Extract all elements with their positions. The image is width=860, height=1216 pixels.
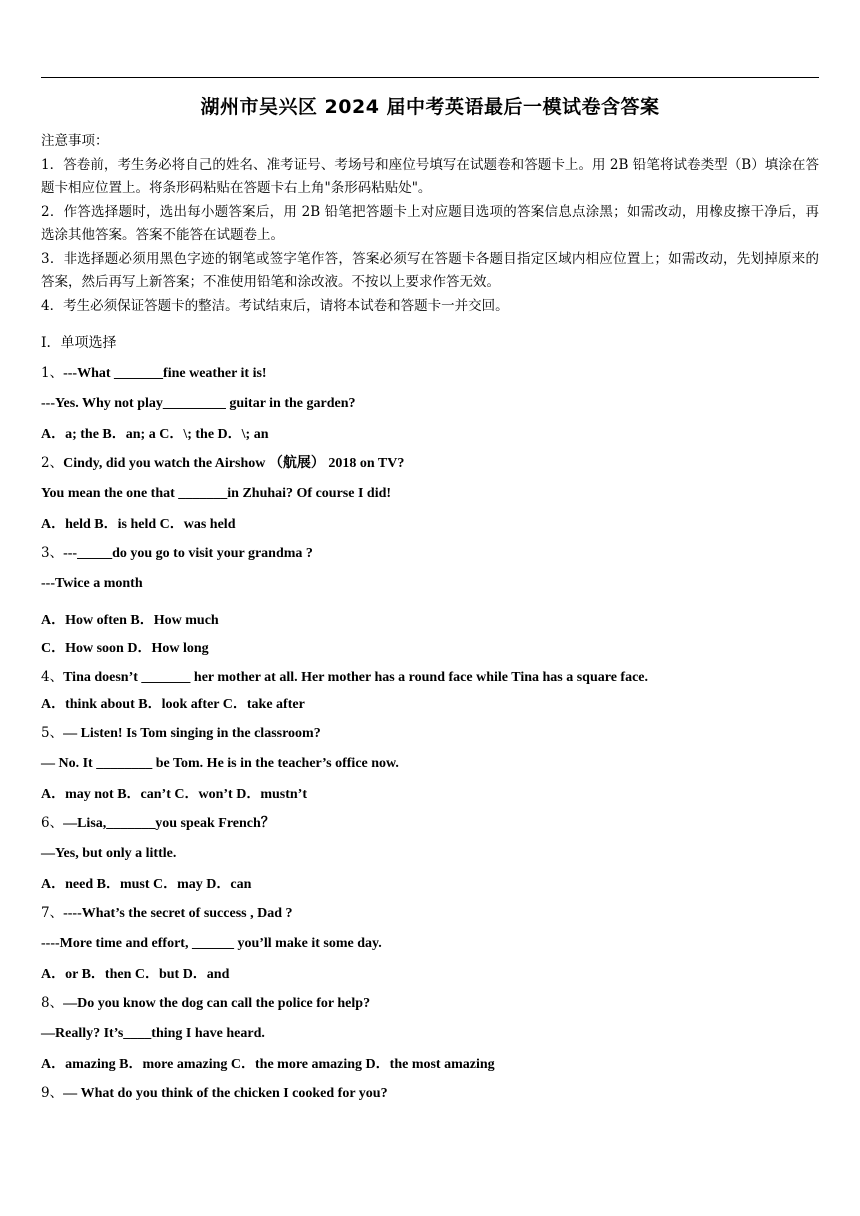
- question-line: [41, 935, 382, 952]
- question-text: ---Yes. Why not play_________ guitar in the garden?: [41, 396, 356, 411]
- question-text: ---Twice a month: [41, 576, 143, 591]
- question-text: —Lisa,_______you speak French？: [63, 816, 275, 831]
- question-line: [41, 541, 313, 562]
- question-number: 9、: [41, 1085, 64, 1101]
- question-text: — Listen! Is Tom singing in the classroom?: [63, 726, 321, 741]
- notice-item: 1．答卷前，考生务必将自己的姓名、准考证号、考场号和座位号填写在试题卷和答题卡上。用 2B 铅笔将试卷类型（B）填涂在答题卡相应位置上。将条形码粘贴在答题卡右上角"条形码粘贴处"。: [41, 156, 819, 196]
- question-line: [41, 693, 305, 713]
- question-line: [41, 845, 176, 862]
- question-text: ---_____do you go to visit your grandma ?: [63, 546, 313, 561]
- question-text: A．a; the B．an; a C．\; the D．\; an: [41, 427, 269, 442]
- question-text: —Yes, but only a little.: [41, 846, 177, 861]
- section-heading: Ⅰ．单项选择: [41, 335, 117, 351]
- question-number: 5、: [41, 725, 64, 741]
- question-line: [41, 783, 307, 803]
- question-line: [41, 1053, 495, 1073]
- question-number: 6、: [41, 815, 64, 831]
- question-line: [41, 485, 391, 502]
- question-text: A．held B．is held C．was held: [41, 517, 236, 532]
- question-line: [41, 609, 219, 629]
- question-line: [41, 361, 267, 382]
- question-line: [41, 901, 293, 922]
- question-text: C．How soon D．How long: [41, 641, 209, 656]
- notice-item: 2．作答选择题时，选出每小题答案后，用 2B 铅笔把答题卡上对应题目选项的答案信息点涂黑；如需改动，用橡皮擦干净后，再选涂其他答案。答案不能答在试题卷上。: [41, 203, 819, 243]
- question-number: 4、: [41, 669, 64, 685]
- question-number: 3、: [41, 545, 64, 561]
- question-line: [41, 811, 275, 832]
- question-text: A．amazing B．more amazing C．the more amazing D．the most amazing: [41, 1057, 495, 1072]
- question-text: A．may not B．can’t C．won’t D．mustn’t: [41, 787, 307, 802]
- header-rule: [41, 77, 819, 78]
- question-text: — No. It ________ be Tom. He is in the teacher’s office now.: [41, 756, 399, 771]
- question-text: ---What _______fine weather it is!: [63, 366, 267, 381]
- question-line: [41, 575, 143, 592]
- question-number: 8、: [41, 995, 64, 1011]
- question-line: [41, 395, 356, 412]
- page-title: 湖州市吴兴区 2024 届中考英语最后一模试卷含答案: [200, 96, 660, 118]
- notice-heading: 注意事项：: [41, 133, 109, 149]
- question-text: — What do you think of the chicken I cooked for you?: [63, 1086, 388, 1101]
- question-text: Cindy, did you watch the Airshow （航展） 2018 on TV?: [63, 456, 405, 471]
- question-line: [41, 451, 404, 472]
- question-text: —Really? It’s____thing I have heard.: [41, 1026, 265, 1041]
- question-line: [41, 963, 229, 983]
- question-text: Tina doesn’t _______ her mother at all. Her mother has a round face while Tina has a square face.: [63, 670, 649, 685]
- question-text: A．How often B．How much: [41, 613, 219, 628]
- question-line: [41, 665, 648, 686]
- question-line: [41, 755, 399, 772]
- question-line: [41, 873, 251, 893]
- question-line: [41, 637, 209, 657]
- question-line: [41, 721, 321, 742]
- notice-item: 4．考生必须保证答题卡的整洁。考试结束后，请将本试卷和答题卡一并交回。: [41, 297, 509, 314]
- question-text: ----What’s the secret of success , Dad ?: [63, 906, 293, 921]
- question-number: 2、: [41, 455, 64, 471]
- notice-item: 3．非选择题必须用黑色字迹的钢笔或签字笔作答，答案必须写在答题卡各题目指定区域内相应位置上；如需改动，先划掉原来的答案，然后再写上新答案；不准使用铅笔和涂改液。不按以上要求作答无效。: [41, 250, 819, 290]
- question-text: You mean the one that _______in Zhuhai? Of course I did!: [41, 486, 392, 501]
- question-line: [41, 1081, 388, 1102]
- question-text: A．think about B．look after C．take after: [41, 697, 305, 712]
- question-line: [41, 1025, 265, 1042]
- notice-block: [41, 130, 819, 318]
- question-text: A．or B．then C．but D．and: [41, 967, 230, 982]
- question-text: ----More time and effort, ______ you’ll make it some day.: [41, 936, 382, 951]
- question-line: [41, 423, 269, 443]
- question-text: —Do you know the dog can call the police for help?: [63, 996, 371, 1011]
- question-line: [41, 513, 235, 533]
- question-line: [41, 991, 370, 1012]
- question-number: 7、: [41, 905, 64, 921]
- question-number: 1、: [41, 365, 64, 381]
- question-text: A．need B．must C．may D．can: [41, 877, 252, 892]
